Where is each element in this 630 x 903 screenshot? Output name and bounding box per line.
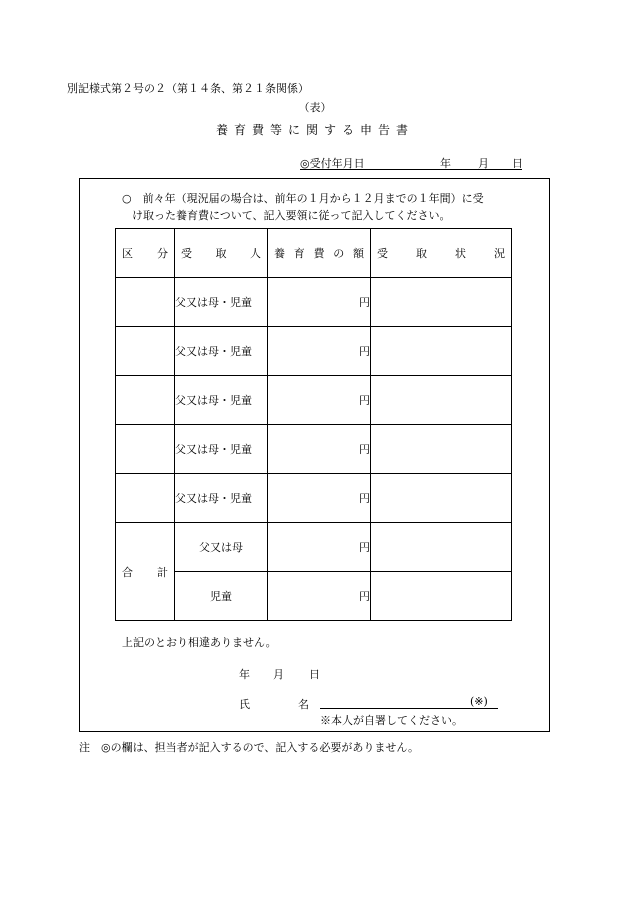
receipt-date-field — [300, 155, 522, 170]
confirmation-text: 上記のとおり相違ありません。 — [122, 636, 277, 649]
status-cell[interactable] — [371, 376, 512, 425]
amount-cell[interactable]: 円 — [268, 474, 371, 523]
footnote: 注 ◎の欄は、担当者が記入するので、記入する必要がありません。 — [79, 741, 420, 754]
status-cell[interactable] — [371, 278, 512, 327]
form-number: 別記様式第２号の２（第１４条、第２１条関係） — [67, 82, 309, 95]
amount-cell[interactable]: 円 — [268, 376, 371, 425]
document-title: 養育費等に関する申告書 — [215, 123, 414, 137]
table-row — [116, 474, 512, 523]
recipient-cell: 父又は母・児童 — [175, 278, 268, 327]
category-cell[interactable] — [116, 376, 175, 425]
header-recipient: 受 取 人 — [175, 229, 268, 278]
status-cell[interactable] — [371, 474, 512, 523]
total-amount-child[interactable]: 円 — [268, 572, 371, 621]
signature-mark: (※) — [470, 695, 488, 708]
amount-cell[interactable]: 円 — [268, 425, 371, 474]
side-label: （表） — [298, 101, 332, 114]
date-day-label: 日 — [309, 668, 320, 681]
date-year-label: 年 — [239, 668, 250, 681]
category-cell[interactable] — [116, 278, 175, 327]
table-row — [116, 376, 512, 425]
name-label-part1: 氏 — [239, 698, 250, 711]
total-recipient-parent: 父又は母 — [175, 523, 268, 572]
total-row — [116, 572, 512, 621]
instruction-line-2: け取った養育費について、記入要領に従って記入してください。 — [132, 209, 451, 222]
signature-line[interactable] — [320, 708, 498, 709]
category-cell[interactable] — [116, 474, 175, 523]
total-row — [116, 523, 512, 572]
table-header-row — [116, 229, 512, 278]
signature-note: ※本人が自署してください。 — [320, 714, 463, 727]
receipt-year-label: 年 — [440, 157, 451, 170]
total-recipient-child: 児童 — [175, 572, 268, 621]
category-cell[interactable] — [116, 327, 175, 376]
total-status-parent[interactable] — [371, 523, 512, 572]
recipient-cell: 父又は母・児童 — [175, 425, 268, 474]
total-label-cell: 合 計 — [116, 523, 175, 621]
amount-cell[interactable]: 円 — [268, 278, 371, 327]
instruction-line-1: ○ 前々年（現況届の場合は、前年の１月から１２月までの１年間）に受 — [122, 192, 484, 205]
table-row — [116, 327, 512, 376]
total-amount-parent[interactable]: 円 — [268, 523, 371, 572]
status-cell[interactable] — [371, 425, 512, 474]
header-status: 受 取 状 況 — [371, 229, 512, 278]
receipt-date-label: ◎受付年月日 — [300, 157, 365, 170]
receipt-day-label: 日 — [512, 157, 523, 170]
status-cell[interactable] — [371, 327, 512, 376]
recipient-cell: 父又は母・児童 — [175, 376, 268, 425]
table-row — [116, 425, 512, 474]
recipient-cell: 父又は母・児童 — [175, 327, 268, 376]
table-row — [116, 278, 512, 327]
child-support-table — [115, 228, 512, 621]
total-status-child[interactable] — [371, 572, 512, 621]
category-cell[interactable] — [116, 425, 175, 474]
name-label-part2: 名 — [298, 698, 309, 711]
recipient-cell: 父又は母・児童 — [175, 474, 268, 523]
header-category: 区 分 — [116, 229, 175, 278]
date-month-label: 月 — [273, 668, 284, 681]
header-amount: 養 育 費 の 額 — [268, 229, 371, 278]
amount-cell[interactable]: 円 — [268, 327, 371, 376]
receipt-month-label: 月 — [478, 157, 489, 170]
